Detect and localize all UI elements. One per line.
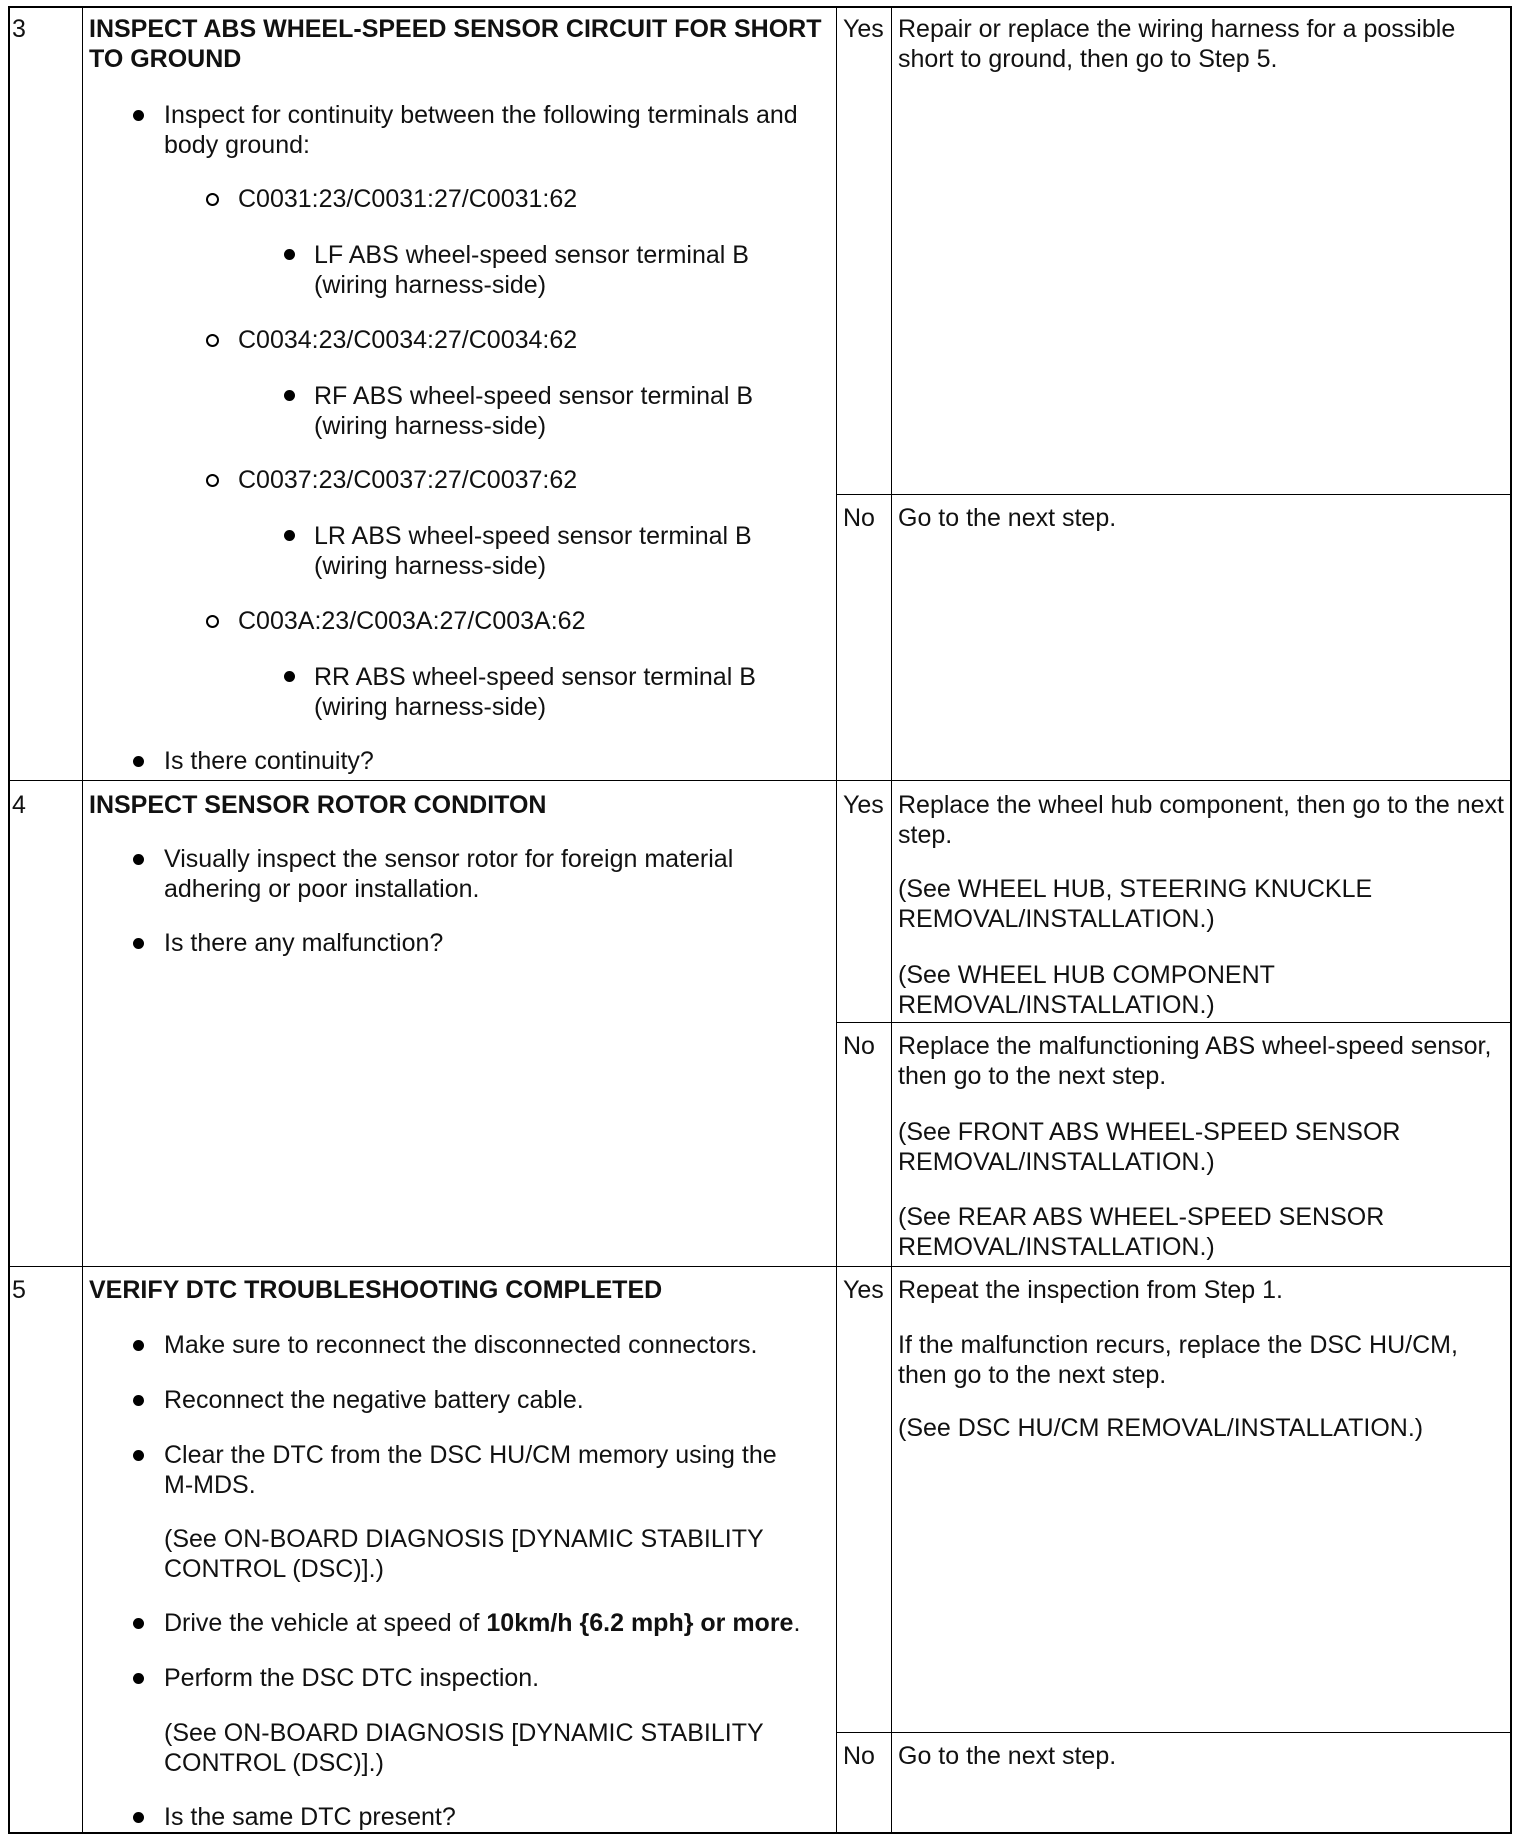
instruction-text: Visually inspect the sensor rotor for foreign material adhering or poor installation. <box>164 845 734 903</box>
instruction-text: Make sure to reconnect the disconnected connectors. <box>164 1331 758 1359</box>
bullet-icon <box>284 249 295 260</box>
yes-action: Repair or replace the wiring harness for a possible short to ground, then go to Step 5. <box>898 15 1456 73</box>
yes-label: Yes <box>843 15 884 43</box>
yes-action: Replace the wheel hub component, then go to the next step. <box>898 791 1504 849</box>
yes-reference: (See WHEEL HUB, STEERING KNUCKLE REMOVAL/INSTALLATION.) <box>898 875 1373 933</box>
bullet-icon <box>133 1812 144 1823</box>
step-number: 3 <box>12 15 26 43</box>
subrow-divider-5 <box>836 1732 1512 1733</box>
speed-instruction-suffix: . <box>793 1609 801 1637</box>
row-divider-3-4 <box>8 780 1512 781</box>
connector-terminals: C0031:23/C0031:27/C0031:62 <box>238 185 578 213</box>
instruction-text: Perform the DSC DTC inspection. <box>164 1664 540 1692</box>
table-border-bottom <box>8 1832 1512 1834</box>
circle-bullet-icon <box>206 193 219 206</box>
reference-text: (See ON-BOARD DIAGNOSIS [DYNAMIC STABILITY CONTROL (DSC)].) <box>164 1719 764 1777</box>
bullet-icon <box>133 854 144 865</box>
bullet-icon <box>133 1673 144 1684</box>
col-divider-action <box>836 6 837 1834</box>
bullet-icon <box>133 110 144 121</box>
col-divider-result <box>891 6 892 1834</box>
connector-terminals: C003A:23/C003A:27/C003A:62 <box>238 607 586 635</box>
no-label: No <box>843 504 875 532</box>
no-reference: (See FRONT ABS WHEEL-SPEED SENSOR REMOVAL/INSTALLATION.) <box>898 1118 1401 1176</box>
instruction-text: Reconnect the negative battery cable. <box>164 1386 584 1414</box>
bullet-icon <box>133 1395 144 1406</box>
speed-instruction-prefix: Drive the vehicle at speed of <box>164 1609 487 1637</box>
yes-reference: (See DSC HU/CM REMOVAL/INSTALLATION.) <box>898 1414 1424 1442</box>
question-text: Is there any malfunction? <box>164 929 444 957</box>
subrow-divider-3 <box>836 494 1512 495</box>
no-action: Replace the malfunctioning ABS wheel-speed sensor, then go to the next step. <box>898 1032 1492 1090</box>
row-divider-4-5 <box>8 1266 1512 1267</box>
bullet-icon <box>133 1340 144 1351</box>
instruction-text: Clear the DTC from the DSC HU/CM memory using the M-MDS. <box>164 1441 777 1499</box>
bullet-icon <box>133 938 144 949</box>
step-number: 4 <box>12 791 26 819</box>
yes-action: If the malfunction recurs, replace the DSC HU/CM, then go to the next step. <box>898 1331 1458 1389</box>
table-border-left <box>8 6 10 1834</box>
bullet-icon <box>284 530 295 541</box>
instruction-text <box>164 1608 834 1638</box>
bullet-icon <box>133 1450 144 1461</box>
question-text: Is the same DTC present? <box>164 1803 456 1831</box>
connector-terminals: C0034:23/C0034:27/C0034:62 <box>238 326 578 354</box>
bullet-icon <box>133 756 144 767</box>
no-action: Go to the next step. <box>898 1742 1117 1770</box>
terminal-description: LF ABS wheel-speed sensor terminal B (wiring harness-side) <box>314 241 749 299</box>
yes-label: Yes <box>843 791 884 819</box>
question-text: Is there continuity? <box>164 747 374 775</box>
no-action: Go to the next step. <box>898 504 1117 532</box>
circle-bullet-icon <box>206 474 219 487</box>
yes-action: Repeat the inspection from Step 1. <box>898 1276 1283 1304</box>
instruction-text: Inspect for continuity between the following terminals and body ground: <box>164 101 798 159</box>
table-border-top <box>8 6 1512 8</box>
reference-text: (See ON-BOARD DIAGNOSIS [DYNAMIC STABILITY CONTROL (DSC)].) <box>164 1525 764 1583</box>
no-label: No <box>843 1032 875 1060</box>
circle-bullet-icon <box>206 615 219 628</box>
yes-label: Yes <box>843 1276 884 1304</box>
speed-value: 10km/h {6.2 mph} or more <box>486 1609 794 1637</box>
yes-reference: (See WHEEL HUB COMPONENT REMOVAL/INSTALLATION.) <box>898 961 1275 1019</box>
bullet-icon <box>284 390 295 401</box>
terminal-description: RF ABS wheel-speed sensor terminal B (wiring harness-side) <box>314 382 754 440</box>
subrow-divider-4 <box>836 1022 1512 1023</box>
step-title: INSPECT SENSOR ROTOR CONDITON <box>89 791 547 819</box>
step-title: INSPECT ABS WHEEL-SPEED SENSOR CIRCUIT FOR SHORT TO GROUND <box>89 15 822 73</box>
circle-bullet-icon <box>206 334 219 347</box>
connector-terminals: C0037:23/C0037:27/C0037:62 <box>238 466 578 494</box>
table-border-right <box>1510 6 1512 1834</box>
col-divider-step <box>82 6 83 1834</box>
step-number: 5 <box>12 1276 26 1304</box>
bullet-icon <box>133 1618 144 1629</box>
no-reference: (See REAR ABS WHEEL-SPEED SENSOR REMOVAL/INSTALLATION.) <box>898 1203 1385 1261</box>
terminal-description: LR ABS wheel-speed sensor terminal B (wiring harness-side) <box>314 522 752 580</box>
terminal-description: RR ABS wheel-speed sensor terminal B (wiring harness-side) <box>314 663 756 721</box>
bullet-icon <box>284 671 295 682</box>
no-label: No <box>843 1742 875 1770</box>
step-title: VERIFY DTC TROUBLESHOOTING COMPLETED <box>89 1276 663 1304</box>
